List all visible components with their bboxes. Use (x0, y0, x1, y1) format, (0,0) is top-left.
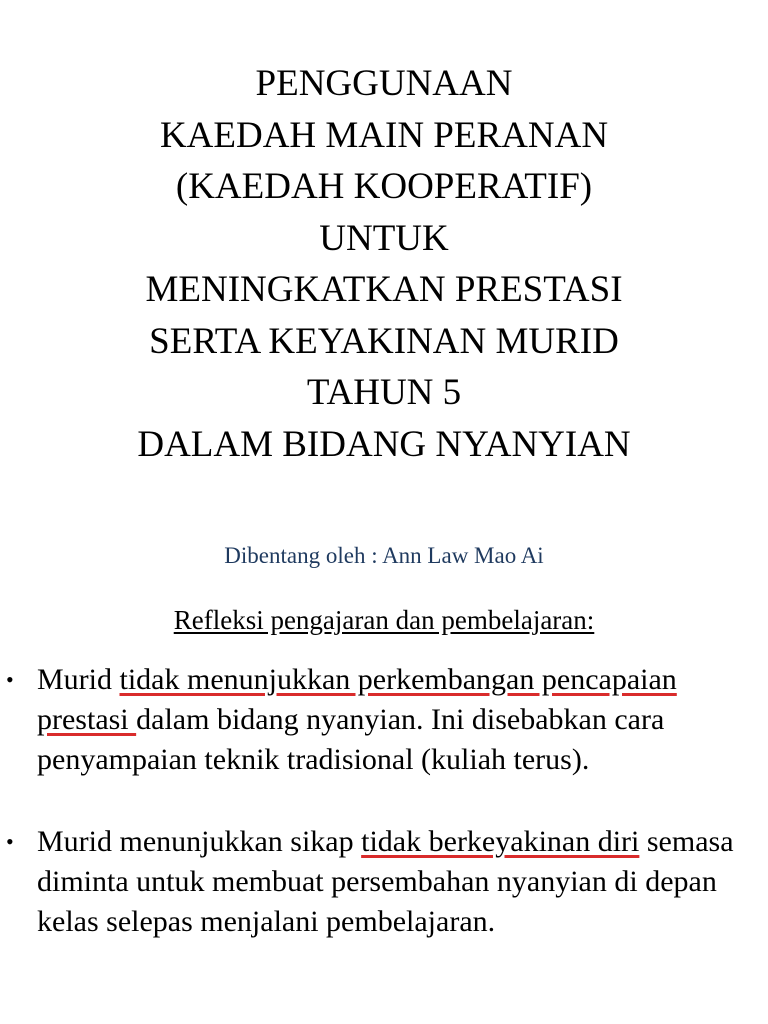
bullet-icon: • (6, 829, 14, 854)
list-item (0, 660, 768, 780)
bullet-text: dalam bidang nyanyian. Ini disebabkan cara penyampaian teknik tradisional (kuliah terus). (37, 703, 665, 776)
bullet-icon: • (6, 667, 14, 692)
presenter-line: Dibentang oleh : Ann Law Mao Ai (224, 543, 544, 568)
title-line: (KAEDAH KOOPERATIF) (175, 166, 593, 207)
title-line: SERTA KEYAKINAN MURID (149, 320, 619, 362)
title-line: KAEDAH MAIN PERANAN (159, 114, 609, 156)
spellcheck-highlight: tidak menunjukkan perkembangan pencapaian prestasi (37, 663, 677, 736)
reflection-heading: Refleksi pengajaran dan pembelajaran: (173, 605, 595, 635)
title-line: TAHUN 5 (306, 372, 462, 413)
list-item (0, 822, 768, 942)
bullet-text: semasa diminta untuk membuat persembahan nyanyian di depan kelas selepas menjalani pembelajaran. (37, 825, 734, 938)
bullet-text: Murid menunjukkan sikap (37, 825, 362, 858)
title-line: DALAM BIDANG NYANYIAN (137, 423, 631, 465)
document-title (0, 58, 768, 470)
title-line: UNTUK (319, 217, 449, 259)
title-line: MENINGKATKAN PRESTASI (145, 269, 623, 310)
reflection-list (0, 660, 768, 942)
title-line: PENGGUNAAN (255, 63, 513, 104)
bullet-text: Murid (37, 663, 120, 696)
spellcheck-highlight: tidak berkeyakinan diri (361, 825, 640, 858)
